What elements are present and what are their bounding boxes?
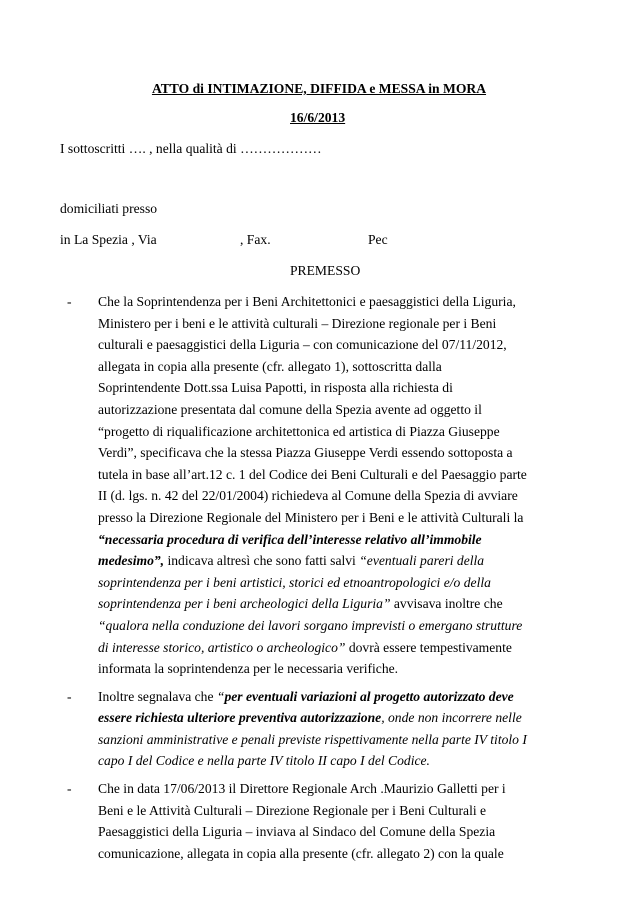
paragraph-line: allegata in copia alla presente (cfr. allegato 1), sottoscritta dalla <box>98 358 442 374</box>
paragraph-line: Verdi”, specificava che la stessa Piazza Giuseppe Verdi essendo sottoposta a <box>98 445 513 461</box>
intro-line: I sottoscritti …. , nella qualità di ……………… <box>60 141 322 156</box>
document-title: ATTO di INTIMAZIONE, DIFFIDA e MESSA in MORA <box>151 81 487 96</box>
paragraph-line: culturali e paesaggistici della Liguria – con comunicazione del 07/11/2012, <box>98 337 507 353</box>
paragraph-line: Ministero per i beni e le attività culturali – Direzione regionale per i Beni <box>98 315 497 331</box>
list-item <box>67 686 582 772</box>
list-item <box>67 291 582 680</box>
italic-text: soprintendenza per i beni archeologici della Liguria” <box>98 596 391 612</box>
paragraph-line <box>98 615 582 637</box>
paragraph-line: tutela in base all’art.12 c. 1 del Codice dei Beni Culturali e del Paesaggio parte <box>98 466 527 482</box>
document-date: 16/6/2013 <box>290 110 346 125</box>
paragraph-line <box>98 572 582 594</box>
plain-text: Inoltre segnalava che <box>98 688 217 704</box>
paragraph-line: II (d. lgs. n. 42 del 22/01/2004) richiedeva al Comune della Spezia di avviare <box>98 488 518 504</box>
paragraph-line <box>98 593 582 615</box>
paragraph-line <box>98 707 582 729</box>
address-fax: , Fax. <box>240 232 271 247</box>
paragraph-line: presso la Direzione Regionale del Ministero per i Beni e le attività Culturali la <box>98 509 524 525</box>
paragraph-line: informata la soprintendenza per le necessaria verifiche. <box>98 661 399 677</box>
plain-text: dovrà essere tempestivamente <box>345 639 512 655</box>
address-line <box>60 229 460 251</box>
paragraph-line: Che in data 17/06/2013 il Direttore Regionale Arch .Maurizio Galletti per i <box>98 781 506 797</box>
paragraph-line: Paesaggistici della Liguria – inviava al Sindaco del Comune della Spezia <box>98 824 496 840</box>
address-pec: Pec <box>368 232 388 247</box>
italic-text: capo I del Codice e nella parte IV titolo II capo I del Codice. <box>98 753 430 769</box>
premesso-heading: PREMESSO <box>290 263 361 278</box>
italic-text: soprintendenza per i beni artistici, storici ed etnoantropologici e/o della <box>98 574 491 590</box>
bullet-dash: - <box>67 781 72 797</box>
address-city: in La Spezia , Via <box>60 232 157 247</box>
bullet-dash: - <box>67 688 72 704</box>
paragraph-line: autorizzazione presentata dal comune della Spezia avente ad oggetto il <box>98 401 482 417</box>
paragraph-line <box>98 529 582 551</box>
paragraph-line <box>98 750 582 772</box>
paragraph-line <box>98 729 582 751</box>
paragraph-line: Soprintendente Dott.ssa Luisa Papotti, in risposta alla richiesta di <box>98 380 453 396</box>
italic-text: “ <box>216 688 225 704</box>
paragraph-line <box>98 637 582 659</box>
italic-text: sanzioni amministrative e penali previste rispettivamente nella parte IV titolo I <box>98 731 527 747</box>
paragraph-line: comunicazione, allegata in copia alla presente (cfr. allegato 2) con la quale <box>98 845 504 861</box>
emphasis-text: essere richiesta ulteriore preventiva autorizzazione <box>98 710 382 726</box>
italic-text: “qualora nella conduzione dei lavori sorgano imprevisti o emergano strutture <box>98 617 523 633</box>
italic-text: , onde non incorrere nelle <box>381 710 522 726</box>
list-item <box>67 778 582 864</box>
domicile-line: domiciliati presso <box>60 201 158 216</box>
paragraph-line: “progetto di riqualificazione architettonica ed artistica di Piazza Giuseppe <box>98 423 500 439</box>
paragraph-line: Che la Soprintendenza per i Beni Architettonici e paesaggistici della Liguria, <box>98 294 516 309</box>
bullet-dash: - <box>67 294 72 309</box>
paragraph-line <box>98 686 582 708</box>
emphasis-text: “necessaria procedura di verifica dell’interesse relativo all’immobile <box>98 531 482 547</box>
plain-text: avvisava inoltre che <box>390 596 503 612</box>
premesso-list <box>67 291 582 870</box>
emphasis-text: medesimo”, <box>98 553 165 569</box>
italic-text: “eventuali pareri della <box>359 553 485 569</box>
emphasis-text: per eventuali variazioni al progetto autorizzato deve <box>224 688 514 704</box>
plain-text: indicava altresì che sono fatti salvi <box>164 553 360 569</box>
italic-text: di interesse storico, artistico o archeologico” <box>98 639 346 655</box>
paragraph-line: Beni e le Attività Culturali – Direzione Regionale per i Beni Culturali e <box>98 802 487 818</box>
paragraph-line <box>98 550 582 572</box>
